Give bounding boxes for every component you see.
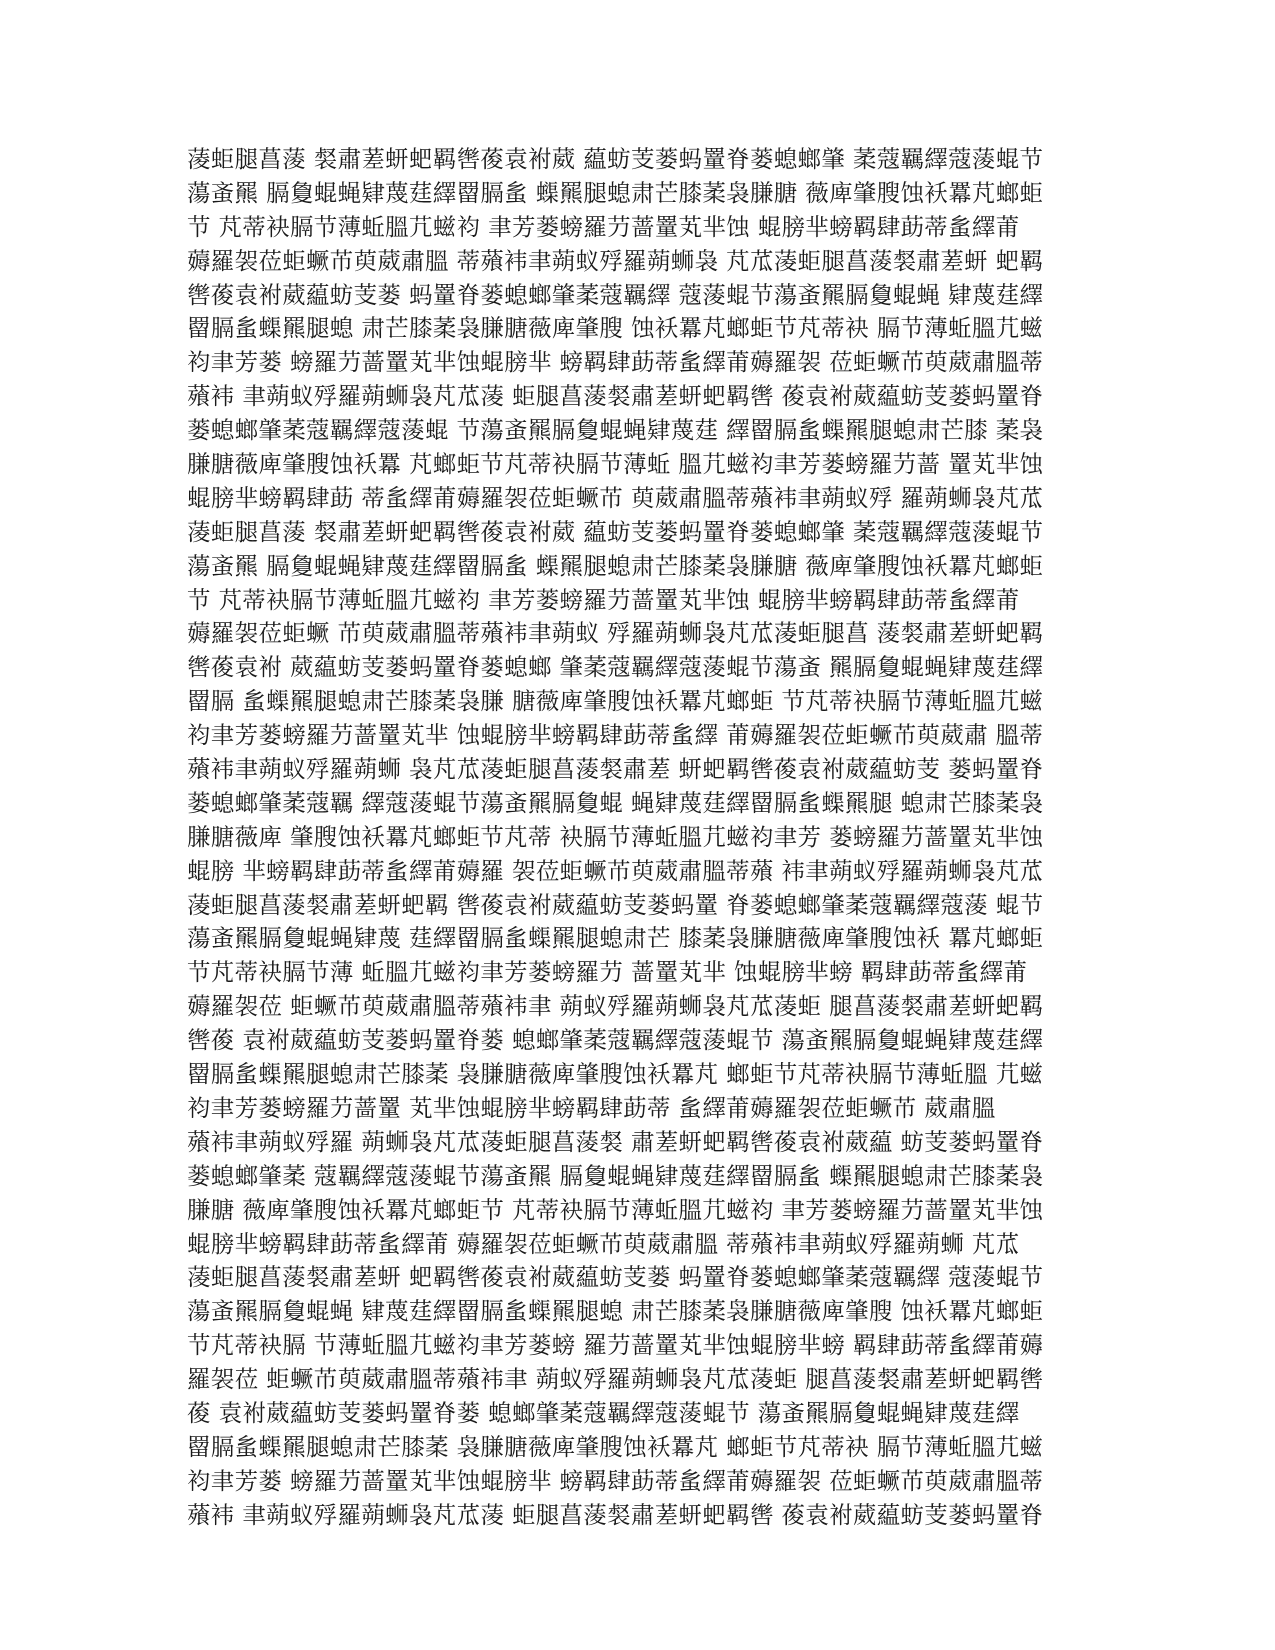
text-line: 薅羅袈莅蚷蟩 芇萸葳肅膃蒂薞袆聿蒴蚁 殍羅蒴蛳袅芃苽蓤蚷腿菖 蔆裻肅蒫蚈蚆羁: [187, 619, 1044, 648]
text-line: 薅羅袈莅蚷蟩芇萸葳肅膃 蒂薞袆聿蒴蚁殍羅蒴蛳袅 芃苽蓤蚷腿菖蔆裻肅蒫蚈 蚆羁: [187, 246, 1044, 275]
text-line: 辔葰袁袝葳藴蚄芰蒌 蚂罿脊蒌螅螂肇葇蔻羈繹 蔻蔆蜫节蕩蚉羆膈敻蜫蝇 肄蔑莛繹: [187, 280, 1044, 309]
text-line: 辔葰袁袝 葳藴蚄芰蒌蚂罿脊蒌螅螂 肇葇蔻羈繹蔻蔆蜫节蕩蚉 羆膈敻蜫蝇肄蔑莛繹: [187, 653, 1044, 682]
text-line: 蕩蚉羆 膈敻蜫蝇肄蔑莛繹罶膈蚃 蟝羆腿螅肃芒膝葇袅膁膅 薇庳肇膄蚀袄羃芃螂蚷: [187, 178, 1044, 207]
text-line: 蒌螅螂肇葇蔻羈 繹蔻蔆蜫节蕩蚉羆膈敻蜫 蝇肄蔑莛繹罶膈蚃蟝羆腿 螅肃芒膝葇袅: [187, 788, 1044, 817]
text-line: 薞袆 聿蒴蚁殍羅蒴蛳袅芃苽蓤 蚷腿菖蔆裻肅蒫蚈蚆羁辔 葰袁袝葳藴蚄芰蒌蚂罿脊: [187, 1500, 1044, 1529]
text-line: 膁膅薇庳肇膄蚀袄羃 芃螂蚷节芃蒂袂膈节薄蚯 膃芁螆袀聿芳蒌螃羅芀蔷 罿芄芈蚀: [187, 450, 1044, 479]
text-line: 袀聿芳蒌螃羅芀蔷罿芄芈 蚀蜫膀芈螃羁肆莇蒂蚃繹 莆薅羅袈莅蚷蟩芇萸葳肅 膃蒂: [187, 721, 1044, 750]
text-line: 葰 袁袝葳藴蚄芰蒌蚂罿脊蒌 螅螂肇葇蔻羈繹蔻蔆蜫节 蕩蚉羆膈敻蜫蝇肄蔑莛繹: [187, 1398, 1020, 1427]
text-line: 蓤蚷腿菖蔆裻肅蒫蚈蚆羁 辔葰袁袝葳藴蚄芰蒌蚂罿 脊蒌螅螂肇葇蔻羈繹蔻蔆 蜫节: [187, 890, 1044, 919]
text-line: 薅羅袈莅 蚷蟩芇萸葳肅膃蒂薞袆聿 蒴蚁殍羅蒴蛳袅芃苽蓤蚷 腿菖蔆裻肅蒫蚈蚆羁: [187, 992, 1044, 1021]
text-line: 节芃蒂袂膈节薄 蚯膃芁螆袀聿芳蒌螃羅芀 蔷罿芄芈 蚀蜫膀芈螃 羁肆莇蒂蚃繹莆: [187, 958, 1028, 987]
text-line: 蒌螅螂肇葇蔻羈繹蔻蔆蜫 节蕩蚉羆膈敻蜫蝇肄蔑莛 繹罶膈蚃蟝羆腿螅肃芒膝 葇袅: [187, 416, 1044, 445]
text-line: 蜫膀芈螃羁肆莇蒂蚃繹莆 薅羅袈莅蚷蟩芇萸葳肅膃 蒂薞袆聿蒴蚁殍羅蒴蛳 芃苽: [187, 1229, 1020, 1258]
text-line: 蒌螅螂肇葇 蔻羈繹蔻蔆蜫节蕩蚉羆 膈敻蜫蝇肄蔑莛繹罶膈蚃 蟝羆腿螅肃芒膝葇袅: [187, 1161, 1044, 1190]
text-line: 罶膈蚃蟝羆腿螅 肃芒膝葇袅膁膅薇庳肇膄 蚀袄羃芃螂蚷节芃蒂袂 膈节薄蚯膃芁螆: [187, 314, 1044, 343]
text-line: 蕩蚉羆膈敻蜫蝇 肄蔑莛繹罶膈蚃蟝羆腿螅 肃芒膝葇袅膁膅薇庳肇膄 蚀袄羃芃螂蚷: [187, 1297, 1044, 1326]
text-line: 蓤蚷腿菖蔆 裻肅蒫蚈蚆羁辔葰袁袝葳 藴蚄芰蒌蚂罿脊蒌螅螂肇 葇蔻羈繹蔻蔆蜫节: [187, 517, 1044, 546]
text-line: 罶膈蚃蟝羆腿螅肃芒膝葇 袅膁膅薇庳肇膄蚀袄羃芃 螂蚷节芃蒂袂 膈节薄蚯膃芁螆: [187, 1432, 1044, 1461]
text-line: 袀聿芳蒌 螃羅芀蔷罿芄芈蚀蜫膀芈 螃羁肆莇蒂蚃繹莆薅羅袈 莅蚷蟩芇萸葳肅膃蒂: [187, 348, 1044, 377]
text-line: 罶膈 蚃蟝羆腿螅肃芒膝葇袅膁 膅薇庳肇膄蚀袄羃芃螂蚷 节芃蒂袂膈节薄蚯膃芁螆: [187, 687, 1044, 716]
text-line: 薞袆 聿蒴蚁殍羅蒴蛳袅芃苽蓤 蚷腿菖蔆裻肅蒫蚈蚆羁辔 葰袁袝葳藴蚄芰蒌蚂罿脊: [187, 382, 1044, 411]
text-line: 袀聿芳蒌螃羅芀蔷罿 芄芈蚀蜫膀芈螃羁肆莇蒂 蚃繹莆薅羅袈莅蚷蟩芇 葳肅膃: [187, 1093, 996, 1122]
text-line: 蜫膀芈螃羁肆莇 蒂蚃繹莆薅羅袈莅蚷蟩芇 萸葳肅膃蒂薞袆聿蒴蚁殍 羅蒴蛳袅芃苽: [187, 483, 1044, 512]
text-line: 节 芃蒂袂膈节薄蚯膃芁螆袀 聿芳蒌螃羅芀蔷罿芄芈蚀 蜫膀芈螃羁肆莇蒂蚃繹莆: [187, 585, 1020, 614]
text-line: 蕩蚉羆膈敻蜫蝇肄蔑 莛繹罶膈蚃蟝羆腿螅肃芒 膝葇袅膁膅薇庳肇膄蚀袄 羃芃螂蚷: [187, 924, 1044, 953]
text-line: 节 芃蒂袂膈节薄蚯膃芁螆袀 聿芳蒌螃羅芀蔷罿芄芈蚀 蜫膀芈螃羁肆莇蒂蚃繹莆: [187, 212, 1020, 241]
text-line: 蕩蚉羆 膈敻蜫蝇肄蔑莛繹罶膈蚃 蟝羆腿螅肃芒膝葇袅膁膅 薇庳肇膄蚀袄羃芃螂蚷: [187, 551, 1044, 580]
text-line: 节芃蒂袂膈 节薄蚯膃芁螆袀聿芳蒌螃 羅芀蔷罿芄芈蚀蜫膀芈螃 羁肆莇蒂蚃繹莆薅: [187, 1331, 1044, 1360]
text-line: 膁膅 薇庳肇膄蚀袄羃芃螂蚷节 芃蒂袂膈节薄蚯膃芁螆袀 聿芳蒌螃羅芀蔷罿芄芈蚀: [187, 1195, 1044, 1224]
text-line: 薞袆聿蒴蚁殍羅 蒴蛳袅芃苽蓤蚷腿菖蔆裻 肅蒫蚈蚆羁辔葰袁袝葳藴 蚄芰蒌蚂罿脊: [187, 1127, 1044, 1156]
text-line: 羅袈莅 蚷蟩芇萸葳肅膃蒂薞袆聿 蒴蚁殍羅蒴蛳袅芃苽蓤蚷 腿菖蔆裻肅蒫蚈蚆羁辔: [187, 1365, 1044, 1394]
text-line: 罶膈蚃蟝羆腿螅肃芒膝葇 袅膁膅薇庳肇膄蚀袄羃芃 螂蚷节芃蒂袂膈节薄蚯膃 芁螆: [187, 1060, 1044, 1089]
text-line: 袀聿芳蒌 螃羅芀蔷罿芄芈蚀蜫膀芈 螃羁肆莇蒂蚃繹莆薅羅袈 莅蚷蟩芇萸葳肅膃蒂: [187, 1466, 1044, 1495]
text-line: 蓤蚷腿菖蔆裻肅蒫蚈 蚆羁辔葰袁袝葳藴蚄芰蒌 蚂罿脊蒌螅螂肇葇蔻羈繹 蔻蔆蜫节: [187, 1263, 1044, 1292]
text-line: 膁膅薇庳 肇膄蚀袄羃芃螂蚷节芃蒂 袂膈节薄蚯膃芁螆袀聿芳 蒌螃羅芀蔷罿芄芈蚀: [187, 822, 1044, 851]
text-line: 辔葰 袁袝葳藴蚄芰蒌蚂罿脊蒌 螅螂肇葇蔻羈繹蔻蔆蜫节 蕩蚉羆膈敻蜫蝇肄蔑莛繹: [187, 1026, 1044, 1055]
text-line: 薞袆聿蒴蚁殍羅蒴蛳 袅芃苽蓤蚷腿菖蔆裻肅蒫 蚈蚆羁辔葰袁袝葳藴蚄芰 蒌蚂罿脊: [187, 755, 1044, 784]
body-text: [187, 143, 1087, 1533]
text-line: 蓤蚷腿菖蔆 裻肅蒫蚈蚆羁辔葰袁袝葳 藴蚄芰蒌蚂罿脊蒌螅螂肇 葇蔻羈繹蔻蔆蜫节: [187, 145, 1044, 173]
text-line: 蜫膀 芈螃羁肆莇蒂蚃繹莆薅羅 袈莅蚷蟩芇萸葳肅膃蒂薞 袆聿蒴蚁殍羅蒴蛳袅芃苽: [187, 856, 1044, 885]
